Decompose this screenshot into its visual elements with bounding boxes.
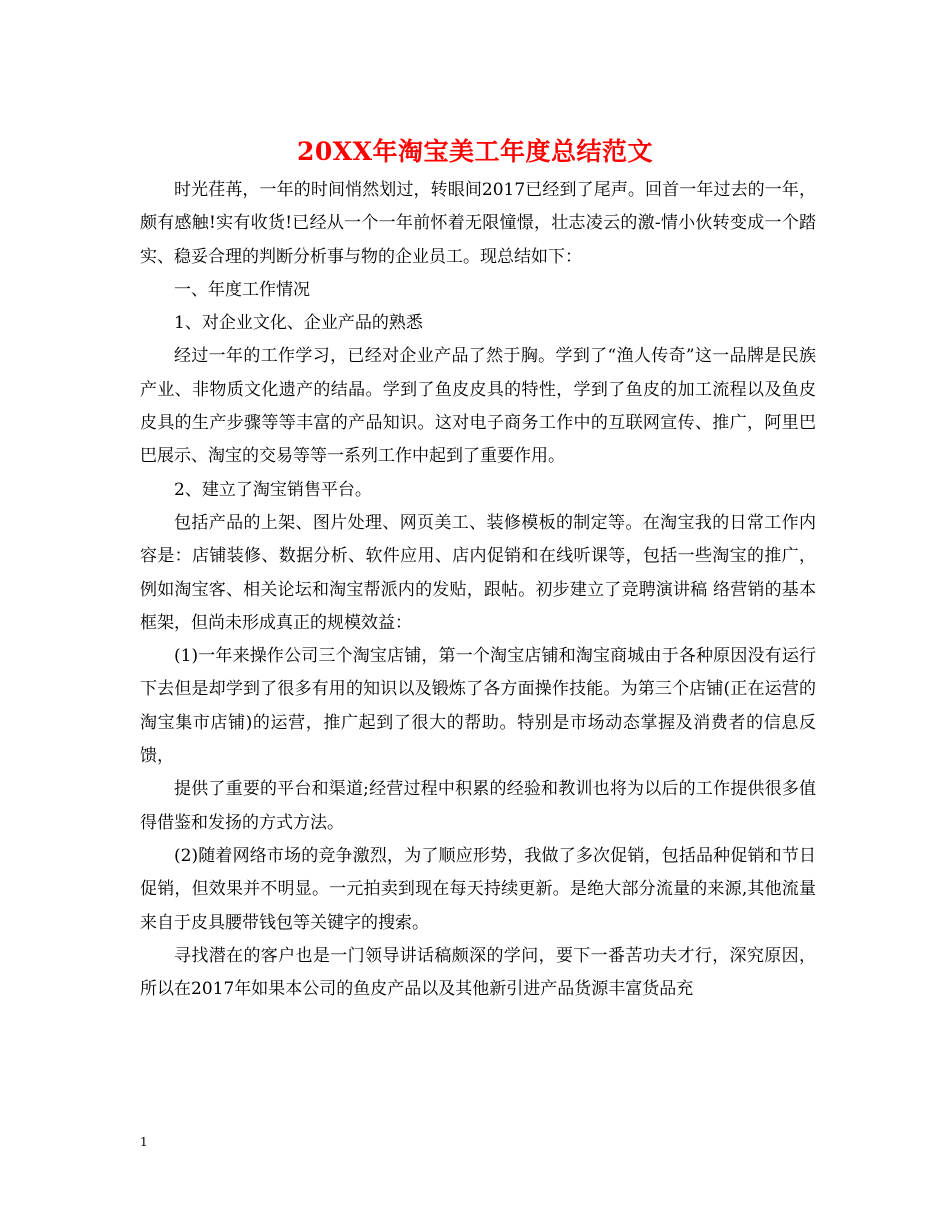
paragraph: (2)随着网络市场的竞争激烈，为了顺应形势，我做了多次促销，包括品种促销和节日促销，但效果并不明显。一元拍卖到现在每天持续更新。是绝大部分流量的来源,其他流量来自于皮具腰带钱包等关键字的搜索。 xyxy=(140,845,816,933)
document-body xyxy=(140,174,816,1006)
paragraph: 时光荏苒，一年的时间悄然划过，转眼间2017已经到了尾声。回首一年过去的一年，颇有感触!实有收货!已经从一个一年前怀着无限憧憬，壮志凌云的激-情小伙转变成一个踏实、稳妥合理的判断分析事与物的企业员工。现总结如下： xyxy=(140,180,816,267)
subsection-heading: 2、建立了淘宝销售平台。 xyxy=(174,479,372,500)
paragraph: (1)一年来操作公司三个淘宝店铺，第一个淘宝店铺和淘宝商城由于各种原因没有运行下去但是却学到了很多有用的知识以及锻炼了各方面操作技能。为第三个店铺(正在运营的淘宝集市店铺)的运营，推广起到了很大的帮助。特别是市场动态掌握及消费者的信息反馈， xyxy=(140,646,816,767)
document-title: 20XX年淘宝美工年度总结范文 xyxy=(296,137,654,166)
paragraph: 提供了重要的平台和渠道;经营过程中积累的经验和教训也将为以后的工作提供很多值得借鉴和发扬的方式方法。 xyxy=(140,779,816,833)
paragraph: 经过一年的工作学习，已经对企业产品了然于胸。学到了“渔人传奇”这一品牌是民族产业、非物质文化遗产的结晶。学到了鱼皮皮具的特性，学到了鱼皮的加工流程以及鱼皮皮具的生产步骤等等丰富的产品知识。这对电子商务工作中的互联网宣传、推广，阿里巴巴展示、淘宝的交易等等一系列工作中起到了重要作用。 xyxy=(140,346,816,467)
paragraph: 寻找潜在的客户也是一门领导讲话稿颇深的学问，要下一番苦功夫才行，深究原因，所以在2017年如果本公司的鱼皮产品以及其他新引进产品货源丰富货品充 xyxy=(140,945,816,1000)
subsection-heading: 1、对企业文化、企业产品的熟悉 xyxy=(174,313,423,334)
section-heading: 一、年度工作情况 xyxy=(174,279,310,300)
paragraph: 包括产品的上架、图片处理、网页美工、装修模板的制定等。在淘宝我的日常工作内容是：店铺装修、数据分析、软件应用、店内促销和在线听课等，包括一些淘宝的推广，例如淘宝客、相关论坛和淘宝帮派内的发贴，跟帖。初步建立了竞聘演讲稿 络营销的基本框架，但尚未形成真正的规模效益： xyxy=(140,512,816,633)
page-number: 1 xyxy=(140,1135,148,1149)
